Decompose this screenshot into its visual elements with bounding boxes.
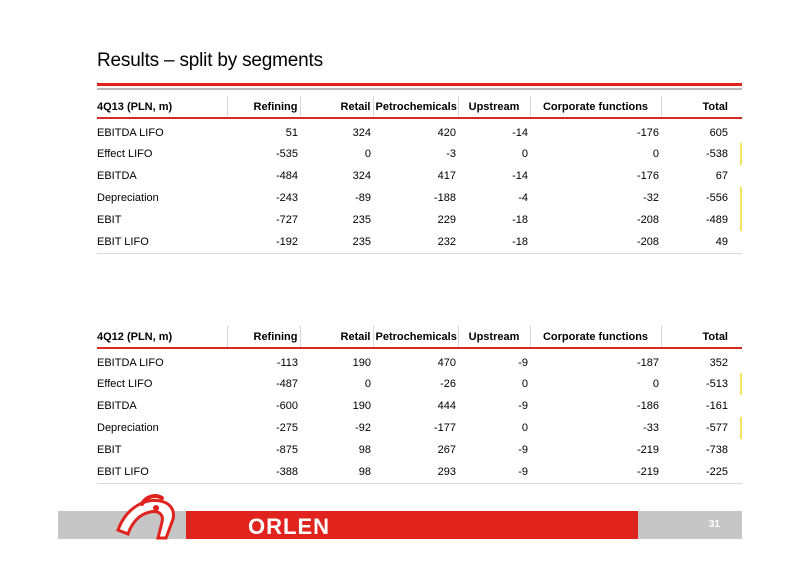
row-label: EBIT xyxy=(97,444,122,456)
row-label: EBITDA LIFO xyxy=(97,357,164,369)
cell-value: -188 xyxy=(433,192,456,204)
cell-value: -219 xyxy=(530,461,661,484)
cell-value: -727 xyxy=(275,214,298,226)
cell-value: -176 xyxy=(636,170,659,182)
row-label: EBIT LIFO xyxy=(97,231,227,254)
cell-value: -535 xyxy=(275,148,298,160)
row-label: EBITDA xyxy=(97,170,137,182)
cell-total: 605 xyxy=(709,127,728,139)
column-header-corporate-functions: Corporate functions xyxy=(530,326,661,348)
column-header-total: Total xyxy=(661,96,742,118)
cell-value: -186 xyxy=(636,400,659,412)
cell-value: 98 xyxy=(300,461,373,484)
cell-value: -14 xyxy=(512,127,528,139)
row-label: Effect LIFO xyxy=(97,378,153,390)
cell-value: 324 xyxy=(352,170,371,182)
table-header-row xyxy=(97,96,742,118)
row-label: Depreciation xyxy=(97,422,159,434)
cell-value: 0 xyxy=(521,148,528,160)
row-label: EBITDA LIFO xyxy=(97,127,164,139)
cell-total: 67 xyxy=(715,170,728,182)
row-label: EBIT xyxy=(97,214,122,226)
cell-value: -208 xyxy=(530,231,661,254)
cell-value: -187 xyxy=(636,357,659,369)
orlen-eagle-logo-icon xyxy=(112,486,188,544)
cell-value: 444 xyxy=(437,400,456,412)
cell-value: 324 xyxy=(352,127,371,139)
cell-value: 98 xyxy=(358,444,371,456)
cell-value: -113 xyxy=(276,357,298,369)
column-header-upstream: Upstream xyxy=(458,326,530,348)
cell-value: 0 xyxy=(364,148,371,160)
cell-value: -9 xyxy=(518,400,528,412)
cell-value: -208 xyxy=(636,214,659,226)
cell-total: -225 xyxy=(661,461,742,484)
column-header-petrochemicals: Petrochemicals xyxy=(373,326,458,348)
table-row xyxy=(97,461,742,484)
cell-value: 190 xyxy=(352,357,371,369)
cell-value: -92 xyxy=(355,422,371,434)
cell-value: -89 xyxy=(355,192,371,204)
cell-total: -161 xyxy=(705,400,728,412)
cell-value: -875 xyxy=(275,444,298,456)
page-title: Results – split by segments xyxy=(97,50,323,71)
cell-value: -177 xyxy=(433,422,456,434)
column-header-retail: Retail xyxy=(300,96,373,118)
cell-value: 0 xyxy=(521,422,528,434)
column-header-retail: Retail xyxy=(300,326,373,348)
cell-value: -3 xyxy=(446,148,456,160)
cell-value: -32 xyxy=(643,192,659,204)
title-divider-gray xyxy=(97,88,742,90)
cell-value: -14 xyxy=(512,170,528,182)
cell-total: 352 xyxy=(709,357,728,369)
cell-total: -577 xyxy=(661,417,742,439)
cell-value: 420 xyxy=(437,127,456,139)
cell-value: 235 xyxy=(352,214,371,226)
cell-value: -243 xyxy=(275,192,298,204)
column-header-petrochemicals: Petrochemicals xyxy=(373,96,458,118)
table-row xyxy=(97,209,742,231)
table-period-header: 4Q13 (PLN, m) xyxy=(97,96,227,118)
cell-value: -388 xyxy=(227,461,300,484)
table-row xyxy=(97,143,742,165)
cell-value: -26 xyxy=(440,378,456,390)
cell-value: -192 xyxy=(227,231,300,254)
cell-value: 232 xyxy=(373,231,458,254)
table-row xyxy=(97,373,742,395)
table-row xyxy=(97,395,742,417)
table-row xyxy=(97,439,742,461)
cell-value: 417 xyxy=(437,170,456,182)
cell-total: -738 xyxy=(705,444,728,456)
cell-value: 293 xyxy=(373,461,458,484)
table-row xyxy=(97,165,742,187)
title-divider-red xyxy=(97,83,742,86)
cell-value: -176 xyxy=(636,127,659,139)
cell-total: -538 xyxy=(661,143,742,165)
cell-total: -489 xyxy=(661,209,742,231)
page-number: 31 xyxy=(708,519,720,530)
row-label: EBITDA xyxy=(97,400,137,412)
cell-value: -484 xyxy=(275,170,298,182)
table-period-header: 4Q12 (PLN, m) xyxy=(97,326,227,348)
results-table-4q12 xyxy=(97,326,742,484)
brand-wordmark: ORLEN xyxy=(248,514,330,539)
cell-value: -18 xyxy=(512,214,528,226)
cell-value: 235 xyxy=(300,231,373,254)
row-label: Depreciation xyxy=(97,192,159,204)
cell-value: 0 xyxy=(652,148,659,160)
cell-total: -513 xyxy=(661,373,742,395)
cell-value: -4 xyxy=(518,192,528,204)
cell-value: -9 xyxy=(518,444,528,456)
table-row xyxy=(97,231,742,254)
cell-total: 49 xyxy=(661,231,742,254)
cell-value: 229 xyxy=(437,214,456,226)
cell-value: -18 xyxy=(458,231,530,254)
table-row xyxy=(97,417,742,439)
table-row xyxy=(97,118,742,143)
cell-value: -600 xyxy=(275,400,298,412)
cell-value: -487 xyxy=(275,378,298,390)
row-label: Effect LIFO xyxy=(97,148,153,160)
column-header-refining: Refining xyxy=(227,326,300,348)
cell-value: 0 xyxy=(652,378,659,390)
cell-value: 267 xyxy=(437,444,456,456)
table-header-row xyxy=(97,326,742,348)
cell-value: 0 xyxy=(364,378,371,390)
table-row xyxy=(97,187,742,209)
column-header-total: Total xyxy=(661,326,742,348)
cell-total: -556 xyxy=(661,187,742,209)
cell-value: -275 xyxy=(275,422,298,434)
cell-value: -33 xyxy=(643,422,659,434)
column-header-refining: Refining xyxy=(227,96,300,118)
cell-value: 470 xyxy=(437,357,456,369)
results-table-4q13 xyxy=(97,96,742,254)
cell-value: 0 xyxy=(521,378,528,390)
table-row xyxy=(97,348,742,373)
column-header-upstream: Upstream xyxy=(458,96,530,118)
cell-value: -219 xyxy=(636,444,659,456)
cell-value: 51 xyxy=(285,127,298,139)
column-header-corporate-functions: Corporate functions xyxy=(530,96,661,118)
cell-value: -9 xyxy=(458,461,530,484)
cell-value: 190 xyxy=(352,400,371,412)
row-label: EBIT LIFO xyxy=(97,461,227,484)
cell-value: -9 xyxy=(518,357,528,369)
